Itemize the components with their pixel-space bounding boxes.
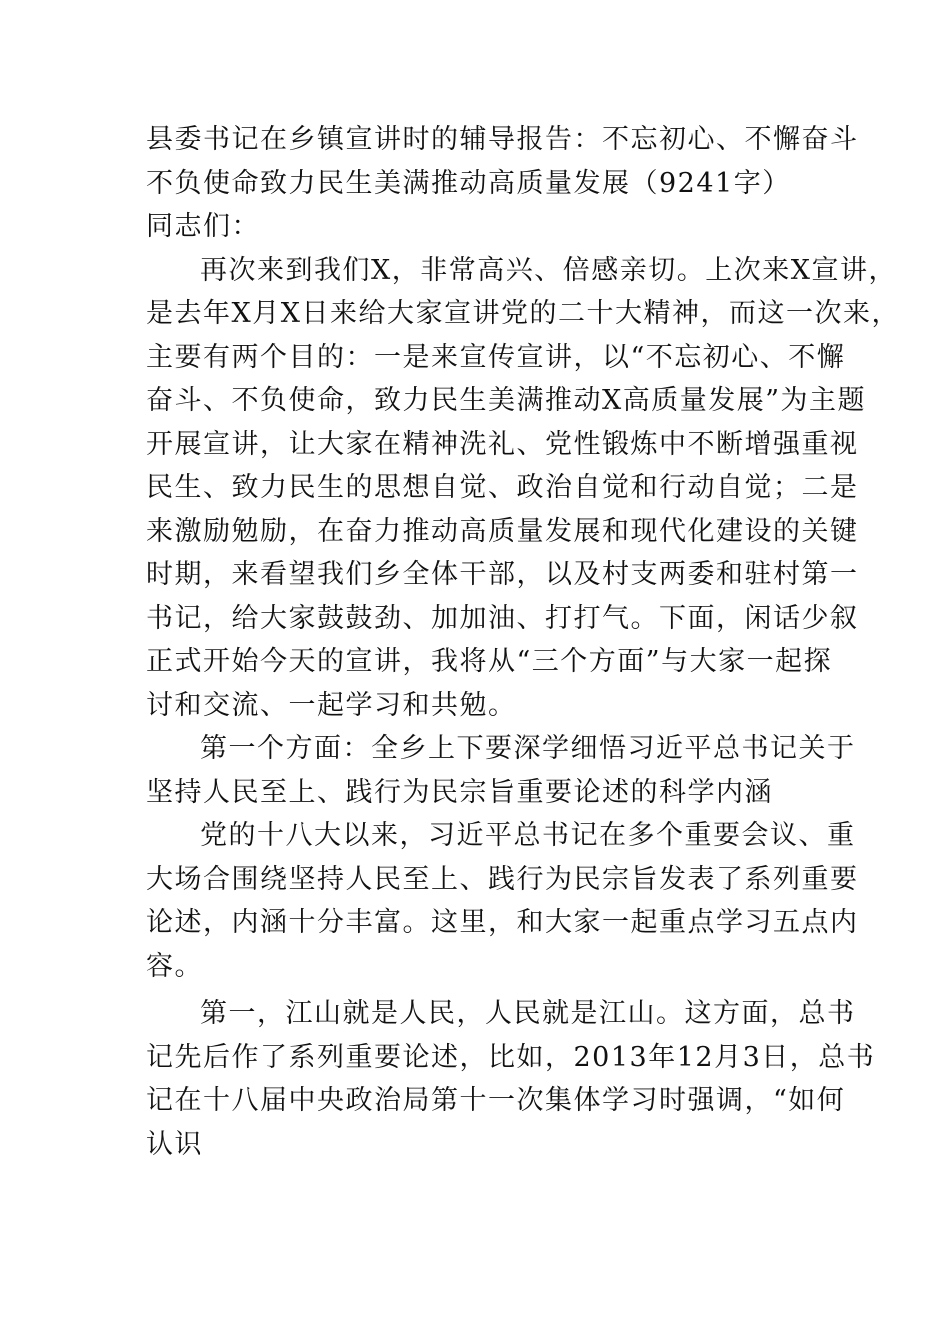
- paragraph-line: 正式开始今天的宣讲，我将从“三个方面”与大家一起探: [146, 646, 833, 677]
- paragraph-section1-intro: [146, 814, 859, 988]
- heading-line: 第一个方面：全乡上下要深学细悟习近平总书记关于: [200, 733, 856, 764]
- paragraph-line: 党的十八大以来，习近平总书记在多个重要会议、重: [200, 820, 856, 851]
- paragraph-line: 论述，内涵十分丰富。这里，和大家一起重点学习五点内: [146, 907, 859, 938]
- document-title: [146, 118, 859, 205]
- salutation: 同志们：: [146, 211, 260, 242]
- paragraph-line: 是去年X月X日来给大家宣讲党的二十大精神，而这一次来，: [146, 298, 900, 329]
- paragraph-line: 时期，来看望我们乡全体干部，以及村支两委和驻村第一: [146, 559, 859, 590]
- heading-line: 坚持人民至上、践行为民宗旨重要论述的科学内涵: [146, 776, 773, 808]
- paragraph-line: 主要有两个目的：一是来宣传宣讲，以“不忘初心、不懈: [146, 341, 846, 373]
- paragraph-intro: [146, 249, 900, 728]
- paragraph-line: 记在十八届中央政治局第十一次集体学习时强调，“如何: [146, 1085, 846, 1116]
- paragraph-line: 再次来到我们X，非常高兴、倍感亲切。上次来X宣讲，: [200, 254, 897, 286]
- paragraph-line: 认识: [146, 1128, 203, 1160]
- paragraph-line: 大场合围绕坚持人民至上、践行为民宗旨发表了系列重要: [146, 863, 859, 895]
- paragraph-line: 第一，江山就是人民，人民就是江山。这方面，总书: [200, 998, 856, 1029]
- paragraph-line: 来激励勉励，在奋力推动高质量发展和现代化建设的关键: [146, 515, 859, 547]
- paragraph-line: 容。: [146, 950, 203, 982]
- paragraph-point-1: [146, 992, 876, 1166]
- title-line: 不负使命致力民生美满推动高质量发展（9241字）: [146, 167, 791, 199]
- title-line: 县委书记在乡镇宣讲时的辅导报告：不忘初心、不懈奋斗: [146, 124, 859, 155]
- paragraph-line: 讨和交流、一起学习和共勉。: [146, 689, 517, 721]
- paragraph-line: 记先后作了系列重要论述，比如，2013年12月3日，总书: [146, 1041, 876, 1073]
- section-heading-1: [146, 727, 856, 814]
- document-body: [146, 118, 900, 1166]
- paragraph-line: 开展宣讲，让大家在精神洗礼、党性锻炼中不断增强重视: [146, 428, 859, 460]
- paragraph-line: 书记，给大家鼓鼓劲、加加油、打打气。下面，闲话少叙: [146, 602, 859, 634]
- paragraph-line: 民生、致力民生的思想自觉、政治自觉和行动自觉；二是: [146, 472, 859, 503]
- paragraph-line: 奋斗、不负使命，致力民生美满推动X高质量发展”为主题: [146, 385, 867, 416]
